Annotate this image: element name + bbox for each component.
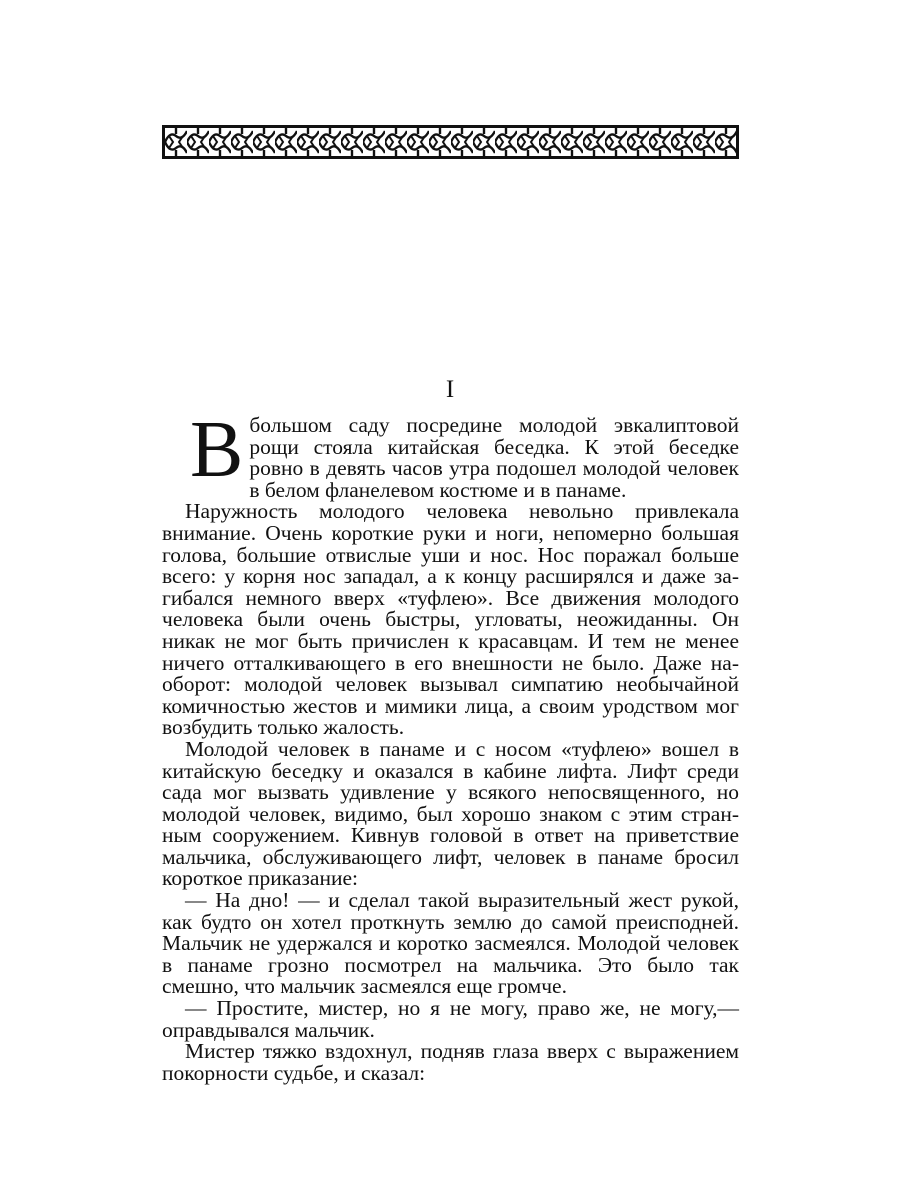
paragraph-1 xyxy=(162,406,739,502)
paragraph-3: Молодой человек в панаме и с носом «туфлею» вошел в китайскую беседку и оказался в кабине лифта. Лифт среди сада мог вызвать удивление у всякого непосвященного, но молодой человек, видимо, был хорошо знаком с этим странным сооружением. Кивнув головой в ответ на приветствие мальчика, обслуживающего лифт, человек в панаме бросил короткое приказание: xyxy=(162,736,739,891)
paragraph-5: — Простите, мистер, но я не могу, право же, не могу,— оправдывался мальчик. xyxy=(162,996,739,1042)
ornament-pattern xyxy=(165,128,736,156)
paragraph-4: — На дно! — и сделал такой выразительный жест рукой, как будто он хотел проткнуть землю до самой преисподней. Мальчик не удержался и коротко засмеялся. Молодой человек в панаме грозно посмотрел на мальчика. Это было так смешно, что мальчик засмеялся еще громче. xyxy=(162,888,739,999)
chapter-number: I xyxy=(445,376,455,403)
chapter-text xyxy=(162,406,739,1085)
ornament-band-icon xyxy=(162,125,739,159)
paragraph-1-text: большом саду посредине молодой эвкалиптовой рощи стояла китайская беседка. К этой беседке ровно в девять часов утра подошел молодой человек в белом фланелевом костюме и в панаме. xyxy=(249,413,739,502)
paragraph-2: Наружность молодого человека невольно привлекала внимание. Очень короткие руки и ноги, непомерно большая голова, большие отвислые уши и нос. Нос поражал больше всего: у корня нос западал, а к концу расширялся и даже загибался немного вверх «туфлею». Все движения молодого человека были очень быстры, угловаты, неожиданны. Он никак не мог быть причислен к красавцам. И тем не менее ничего отталкивающего в его внешности не было. Даже наоборот: молодой человек вызывал симпатию необычайной комичностью жестов и мимики лица, а своим уродством мог возбудить только жалость. xyxy=(162,499,739,740)
drop-cap-letter: В xyxy=(190,406,244,494)
paragraph-6: Мистер тяжко вздохнул, подняв глаза вверх с выражением покорности судьбе, и сказал: xyxy=(162,1039,739,1085)
